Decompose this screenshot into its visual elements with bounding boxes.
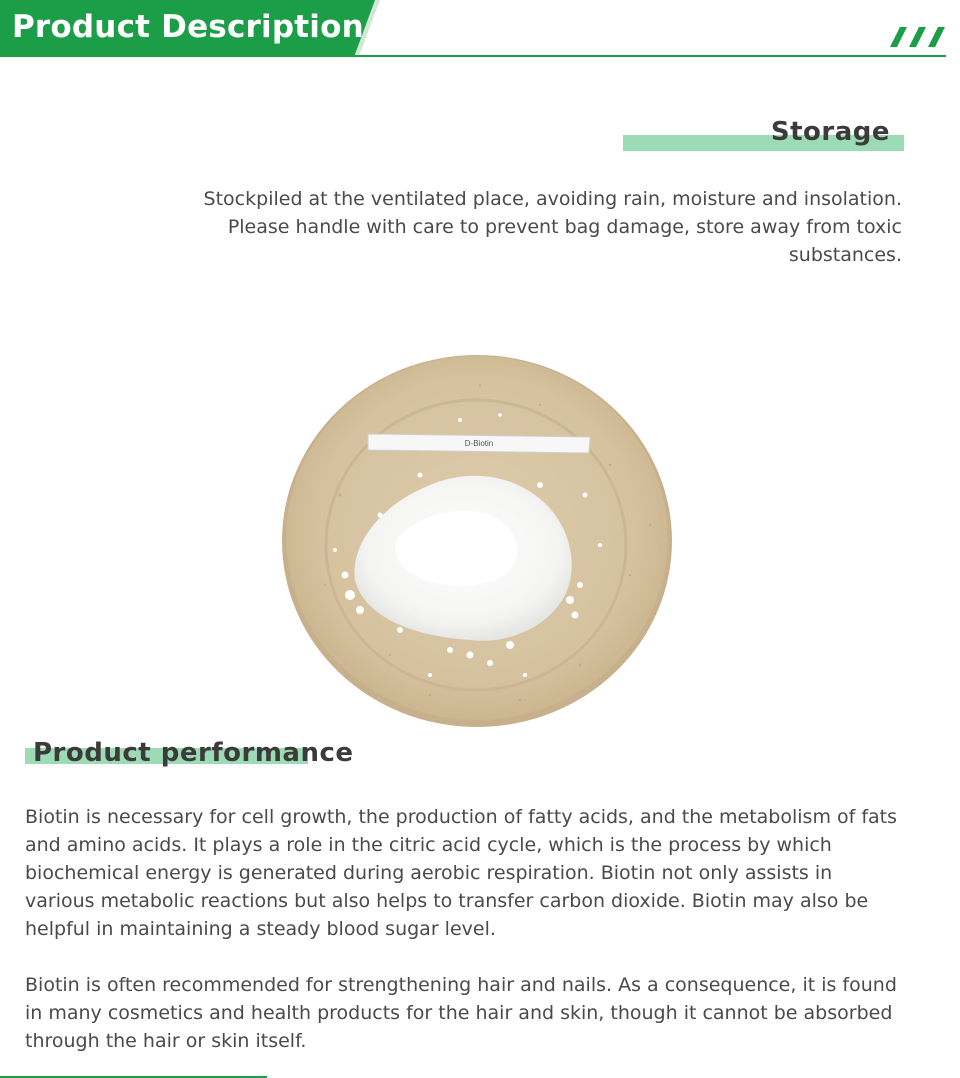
header-divider [0,55,946,57]
paragraph-line: in many cosmetics and health products for the hair and skin, though it cannot be absorbed [25,1002,893,1024]
paragraph-line: various metabolic reactions but also helps to transfer carbon dioxide. Biotin may also be [25,890,869,912]
paragraph-line: Biotin is often recommended for strengthening hair and nails. As a consequence, it is found [25,974,897,996]
paragraph-line: Biotin is necessary for cell growth, the production of fatty acids, and the metabolism of fats [25,806,898,828]
paragraph-line: biochemical energy is generated during aerobic respiration. Biotin not only assists in [25,862,833,884]
storage-line: Please handle with care to prevent bag damage, store away from toxic [227,216,902,238]
product-photo [280,345,675,730]
paragraph-line: through the hair or skin itself. [25,1030,307,1052]
storage-line: Stockpiled at the ventilated place, avoiding rain, moisture and insolation. [203,188,902,210]
performance-paragraph-2 [25,971,925,1055]
storage-title: Storage [770,117,890,147]
plate-with-powder-image [280,345,675,730]
storage-text [150,185,902,269]
label-strip-text: D-Biotin [464,439,494,448]
performance-title: Product performance [33,738,354,768]
paragraph-line: helpful in maintaining a steady blood sugar level. [25,918,496,940]
performance-paragraph-1 [25,803,925,943]
slashes-decoration-icon [890,27,946,47]
paragraph-line: and amino acids. It plays a role in the citric acid cycle, which is the process by which [25,834,832,856]
page-title: Product Description [12,9,364,45]
storage-line: substances. [788,244,902,266]
